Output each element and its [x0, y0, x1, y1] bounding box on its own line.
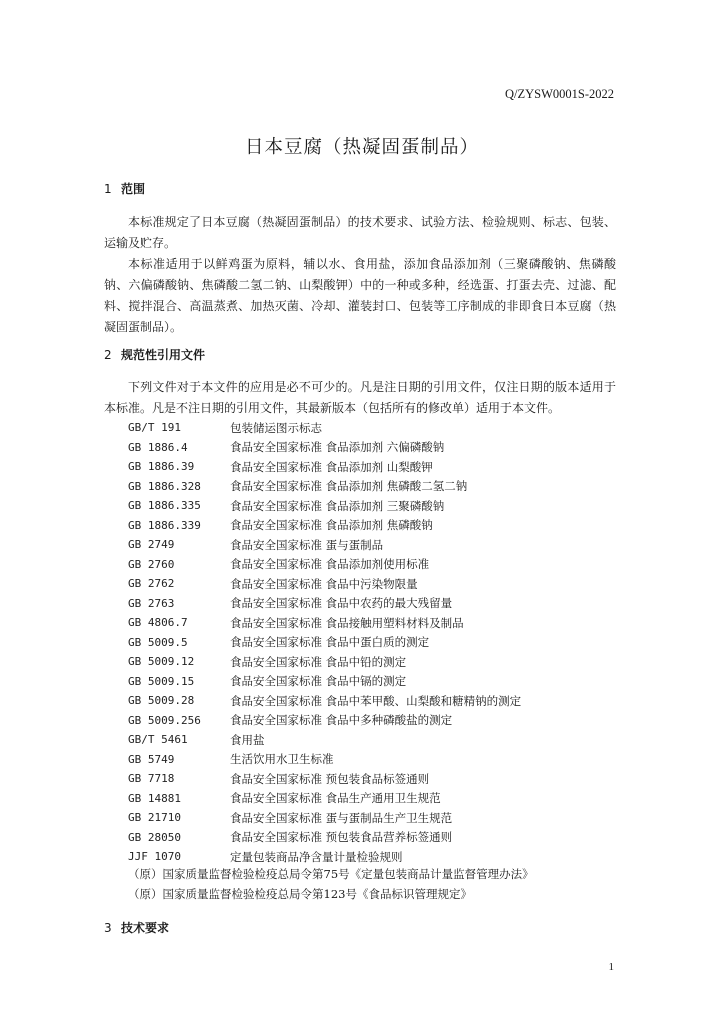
reference-code: GB 5009.15 [128, 674, 195, 688]
reference-code: GB 21710 [128, 811, 181, 825]
reference-title: 食品安全国家标准 食品添加剂 三聚磷酸钠 [230, 498, 445, 513]
reference-code: GB 1886.39 [128, 460, 195, 474]
reference-title: 食用盐 [230, 732, 265, 747]
reference-row [128, 555, 521, 575]
reference-code: GB 1886.328 [128, 479, 201, 493]
reference-row [128, 750, 521, 770]
reference-row [128, 691, 521, 711]
reference-title: 定量包装商品净含量计量检验规则 [230, 849, 403, 864]
reference-title: 食品安全国家标准 食品中镉的测定 [230, 674, 407, 689]
reference-code: GB 5009.12 [128, 655, 195, 669]
page-number: 1 [608, 961, 614, 973]
reference-code: GB 14881 [128, 791, 181, 805]
reference-code: GB 2749 [128, 538, 175, 552]
section-title: 规范性引用文件 [121, 348, 206, 362]
section-number: 1 [104, 182, 112, 196]
reference-row [128, 574, 521, 594]
reference-title: 食品安全国家标准 食品中苯甲酸、山梨酸和糖精钠的测定 [230, 693, 522, 708]
reference-row [128, 613, 521, 633]
note-line-2: （原）国家质量监督检验检疫总局令第123号《食品标识管理规定》 [128, 887, 472, 901]
reference-row [128, 828, 521, 848]
section-heading-references [104, 346, 205, 363]
section-number: 3 [104, 921, 112, 935]
reference-title: 食品安全国家标准 食品中蛋白质的测定 [230, 635, 430, 650]
reference-row [128, 808, 521, 828]
reference-code: GB 1886.339 [128, 518, 201, 532]
reference-title: 食品安全国家标准 食品添加剂 六偏磷酸钠 [230, 440, 445, 455]
scope-paragraph-1: 本标准规定了日本豆腐（热凝固蛋制品）的技术要求、试验方法、检验规则、标志、包装、运输及贮存。 [104, 215, 616, 250]
reference-row [128, 477, 521, 497]
reference-code: GB 1886.4 [128, 440, 188, 454]
reference-code: GB 5749 [128, 752, 175, 766]
reference-row [128, 516, 521, 536]
reference-title: 食品安全国家标准 食品中农药的最大残留量 [230, 596, 453, 611]
reference-code: GB 1886.335 [128, 499, 201, 513]
reference-row [128, 769, 521, 789]
reference-title: 食品安全国家标准 食品添加剂 焦磷酸钠 [230, 518, 433, 533]
reference-row [128, 496, 521, 516]
reference-title: 食品安全国家标准 食品接触用塑料材料及制品 [230, 615, 464, 630]
reference-title: 食品安全国家标准 食品添加剂使用标准 [230, 557, 430, 572]
reference-row [128, 457, 521, 477]
reference-title: 食品安全国家标准 蛋与蛋制品生产卫生规范 [230, 810, 453, 825]
section-number: 2 [104, 348, 112, 362]
reference-title: 包装储运图示标志 [230, 420, 322, 435]
reference-row [128, 652, 521, 672]
reference-code: GB/T 191 [128, 421, 181, 435]
reference-title: 食品安全国家标准 食品中铅的测定 [230, 654, 407, 669]
reference-row [128, 711, 521, 731]
reference-row [128, 789, 521, 809]
section-heading-scope [104, 180, 145, 197]
reference-code: GB 5009.5 [128, 635, 188, 649]
reference-title: 食品安全国家标准 食品添加剂 焦磷酸二氢二钠 [230, 479, 468, 494]
section-title: 技术要求 [121, 921, 170, 935]
reference-row [128, 438, 521, 458]
reference-code: GB 2763 [128, 596, 175, 610]
reference-row [128, 730, 521, 750]
reference-title: 食品安全国家标准 预包装食品营养标签通则 [230, 830, 453, 845]
reference-code: GB/T 5461 [128, 733, 188, 747]
reference-title: 食品安全国家标准 蛋与蛋制品 [230, 537, 384, 552]
standard-code: Q/ZYSW0001S-2022 [504, 87, 614, 101]
references-intro: 下列文件对于本文件的应用是必不可少的。凡是注日期的引用文件，仅注日期的版本适用于本标准。凡是不注日期的引用文件，其最新版本（包括所有的修改单）适用于本文件。 [104, 380, 616, 415]
section-title: 范围 [121, 182, 146, 196]
document-title: 日本豆腐（热凝固蛋制品） [244, 137, 479, 158]
reference-code: GB 7718 [128, 772, 175, 786]
reference-row [128, 418, 521, 438]
section-heading-technical-requirements [104, 919, 169, 936]
reference-title: 食品安全国家标准 食品中污染物限量 [230, 576, 418, 591]
scope-paragraph-2: 本标准适用于以鲜鸡蛋为原料，辅以水、食用盐，添加食品添加剂（三聚磷酸钠、焦磷酸钠、六偏磷酸钠、焦磷酸二氢二钠、山梨酸钾）中的一种或多种，经选蛋、打蛋去壳、过滤、配料、搅拌混合、高温蒸煮、加热灭菌、冷却、灌装封口、包装等工序制成的非即食日本豆腐（热凝固蛋制品）。 [104, 257, 616, 334]
reference-code: GB 4806.7 [128, 616, 188, 630]
reference-code: JJF 1070 [128, 850, 181, 864]
reference-title: 生活饮用水卫生标准 [230, 752, 334, 767]
reference-row [128, 633, 521, 653]
reference-title: 食品安全国家标准 食品中多种磷酸盐的测定 [230, 713, 453, 728]
reference-code: GB 2762 [128, 577, 175, 591]
reference-code: GB 5009.28 [128, 694, 195, 708]
reference-title: 食品安全国家标准 食品添加剂 山梨酸钾 [230, 459, 433, 474]
reference-row [128, 672, 521, 692]
reference-row [128, 594, 521, 614]
reference-code: GB 2760 [128, 557, 175, 571]
reference-title: 食品安全国家标准 食品生产通用卫生规范 [230, 791, 441, 806]
reference-title: 食品安全国家标准 预包装食品标签通则 [230, 771, 430, 786]
reference-code: GB 5009.256 [128, 713, 201, 727]
reference-list [128, 418, 521, 867]
reference-row [128, 847, 521, 867]
reference-row [128, 535, 521, 555]
note-line-1: （原）国家质量监督检验检疫总局令第75号《定量包装商品计量监督管理办法》 [128, 867, 534, 881]
reference-code: GB 28050 [128, 830, 181, 844]
